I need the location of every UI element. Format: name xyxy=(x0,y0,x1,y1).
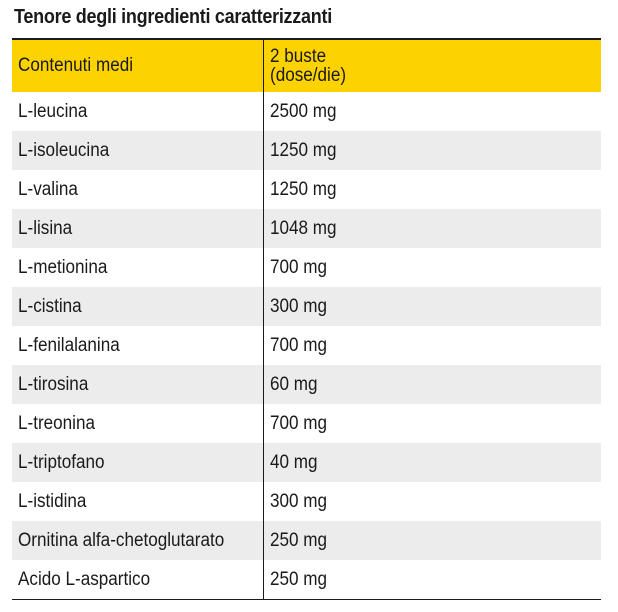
ingredients-table xyxy=(12,38,601,600)
ingredient-name-cell xyxy=(12,131,263,170)
header-dose-label xyxy=(270,47,346,85)
table-row xyxy=(12,326,601,365)
ingredient-amount-cell xyxy=(263,170,601,209)
ingredient-name-cell xyxy=(12,209,263,248)
ingredient-name-cell xyxy=(12,482,263,521)
ingredient-amount-cell xyxy=(263,521,601,560)
ingredient-name: L-treonina xyxy=(18,412,96,434)
table-title: Tenore degli ingredienti caratterizzanti xyxy=(14,6,332,28)
header-contenuti-medi xyxy=(12,40,263,92)
ingredient-amount: 1250 mg xyxy=(270,139,337,161)
ingredient-amount: 40 mg xyxy=(270,451,318,473)
table-row xyxy=(12,521,601,560)
ingredient-amount: 1048 mg xyxy=(270,217,337,239)
ingredient-amount: 250 mg xyxy=(270,529,328,551)
ingredient-name-cell xyxy=(12,326,263,365)
ingredient-name-cell xyxy=(12,365,263,404)
ingredient-amount-cell xyxy=(263,365,601,404)
ingredient-amount: 60 mg xyxy=(270,373,318,395)
ingredient-amount-cell xyxy=(263,326,601,365)
table-body xyxy=(12,92,601,600)
ingredient-amount-cell xyxy=(263,248,601,287)
header-dose-line2: (dose/die) xyxy=(270,65,347,86)
ingredient-amount-cell xyxy=(263,209,601,248)
ingredient-amount-cell xyxy=(263,404,601,443)
ingredient-amount-cell xyxy=(263,443,601,482)
ingredient-amount: 300 mg xyxy=(270,490,328,512)
ingredient-name: L-triptofano xyxy=(18,451,105,473)
ingredient-name-cell xyxy=(12,287,263,326)
header-dose xyxy=(263,40,601,92)
table-row xyxy=(12,209,601,248)
table-row xyxy=(12,92,601,131)
ingredient-name: Acido L-aspartico xyxy=(18,568,151,590)
table-row xyxy=(12,248,601,287)
ingredient-amount: 700 mg xyxy=(270,412,328,434)
ingredient-name-cell xyxy=(12,443,263,482)
ingredient-name-cell xyxy=(12,560,263,599)
ingredient-name: L-fenilalanina xyxy=(18,334,120,356)
ingredient-amount: 250 mg xyxy=(270,568,328,590)
ingredient-name: L-metionina xyxy=(18,256,108,278)
ingredient-name: L-istidina xyxy=(18,490,87,512)
ingredient-amount-cell xyxy=(263,92,601,131)
header-dose-line1: 2 buste xyxy=(270,46,327,67)
ingredient-amount: 2500 mg xyxy=(270,100,337,122)
header-contenuti-medi-label: Contenuti medi xyxy=(18,55,134,76)
table-header xyxy=(12,40,601,92)
ingredient-amount: 700 mg xyxy=(270,334,328,356)
ingredient-name: L-tirosina xyxy=(18,373,89,395)
table-row xyxy=(12,365,601,404)
ingredient-name-cell xyxy=(12,248,263,287)
ingredient-amount: 300 mg xyxy=(270,295,328,317)
table-row xyxy=(12,443,601,482)
ingredient-amount: 700 mg xyxy=(270,256,328,278)
table-row xyxy=(12,287,601,326)
ingredient-name-cell xyxy=(12,404,263,443)
ingredient-name-cell xyxy=(12,170,263,209)
ingredient-name: L-isoleucina xyxy=(18,139,110,161)
ingredient-amount-cell xyxy=(263,131,601,170)
table-row xyxy=(12,170,601,209)
ingredient-name: L-valina xyxy=(18,178,78,200)
ingredient-amount: 1250 mg xyxy=(270,178,337,200)
table-row xyxy=(12,131,601,170)
ingredient-name-cell xyxy=(12,92,263,131)
ingredient-name-cell xyxy=(12,521,263,560)
ingredient-name: L-lisina xyxy=(18,217,73,239)
ingredient-amount-cell xyxy=(263,560,601,599)
ingredient-amount-cell xyxy=(263,482,601,521)
ingredient-name: Ornitina alfa-chetoglutarato xyxy=(18,529,225,551)
table-row xyxy=(12,482,601,521)
ingredient-name: L-leucina xyxy=(18,100,88,122)
table-row xyxy=(12,404,601,443)
table-row xyxy=(12,560,601,600)
ingredient-amount-cell xyxy=(263,287,601,326)
ingredient-name: L-cistina xyxy=(18,295,82,317)
